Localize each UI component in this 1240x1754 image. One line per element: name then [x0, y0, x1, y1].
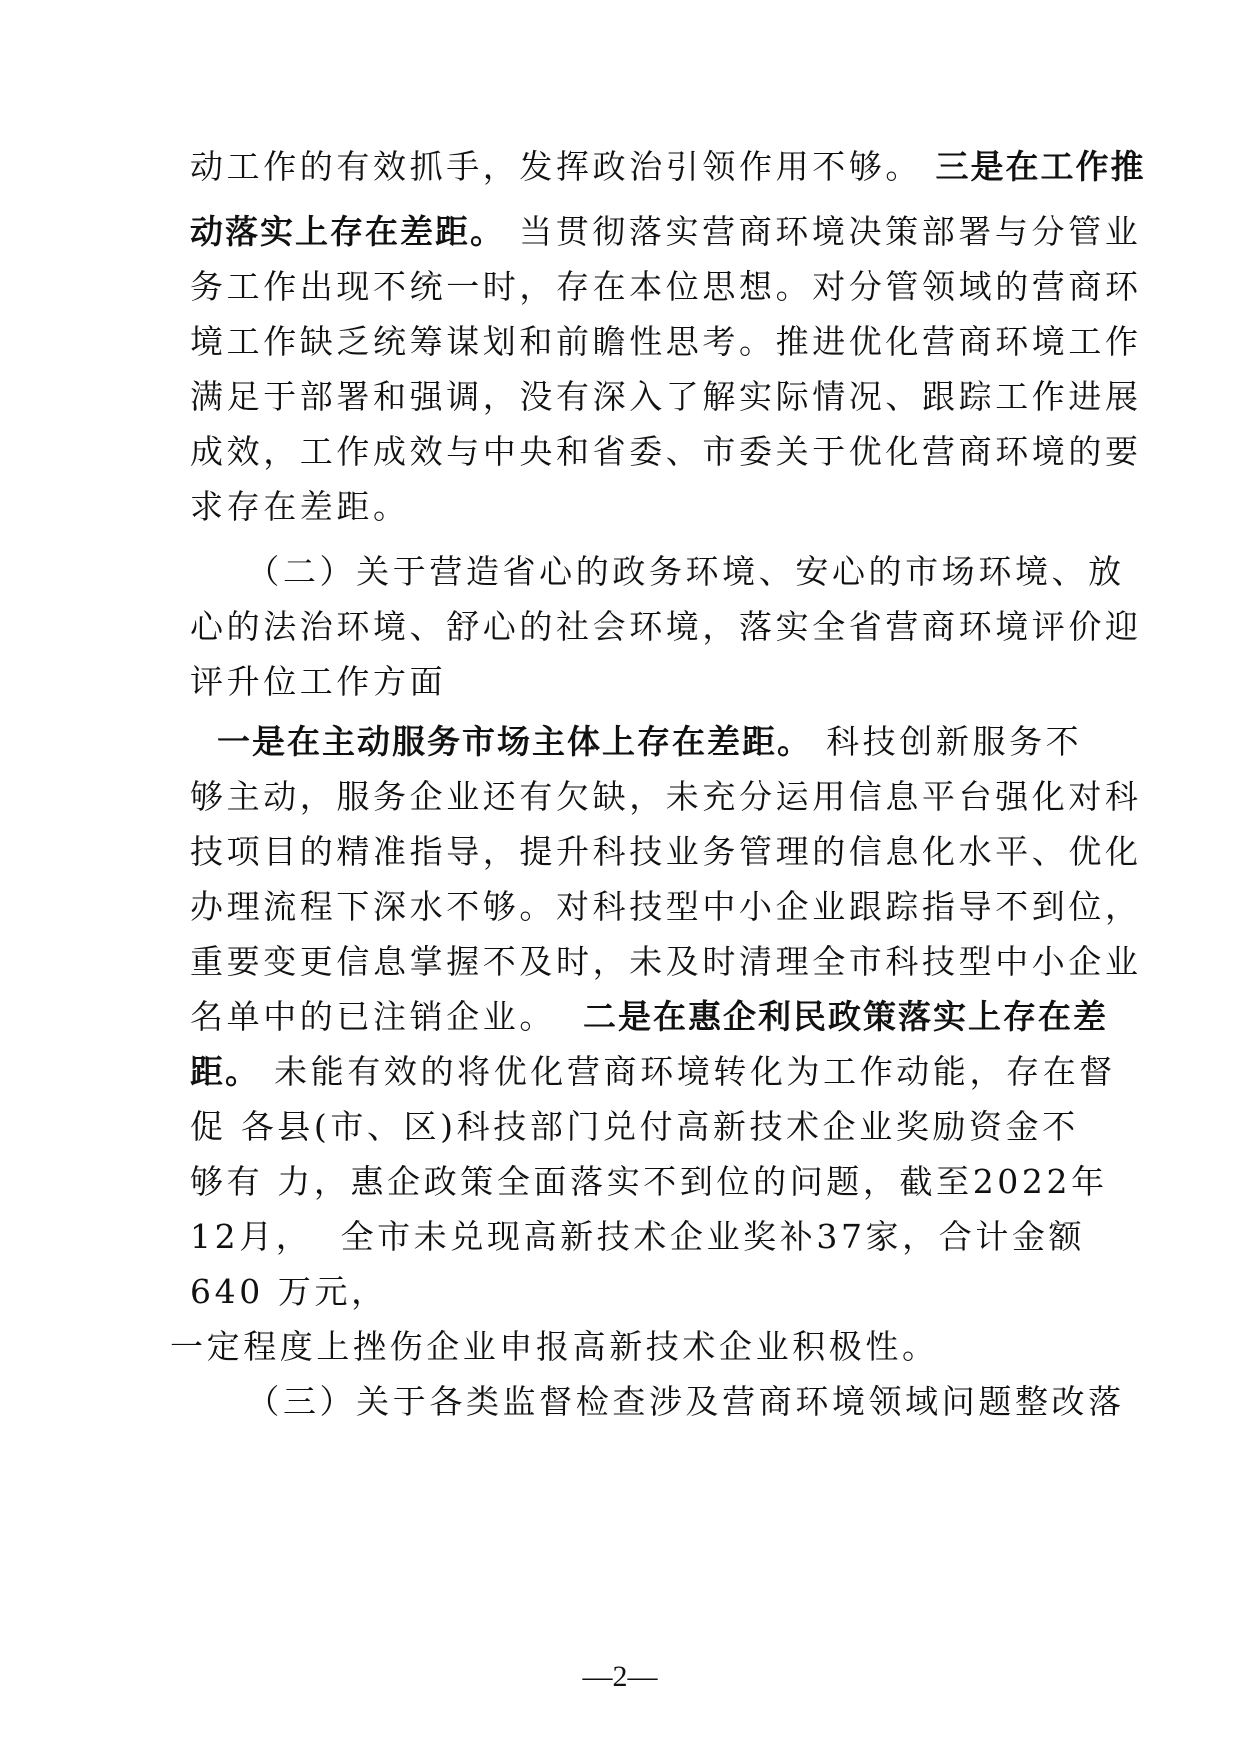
text-line	[190, 1105, 1079, 1149]
paragraph-text: 办理流程下深水不够。对科技型中小企业跟踪指导不到位，	[190, 887, 1142, 926]
paragraph-text: 促 各县(市、区)科技部门兑付高新技术企业奖励资金不	[190, 1107, 1079, 1146]
bold-heading-text: 二是在惠企利民政策落实上存在差	[556, 997, 1108, 1036]
paragraph-text: 一定程度上挫伤企业申报高新技术企业积极性。	[170, 1327, 939, 1366]
text-line	[190, 550, 1125, 594]
paragraph-text: 境工作缺乏统筹谋划和前瞻性思考。推进优化营商环境工作	[190, 322, 1142, 361]
paragraph-text: 够主动，服务企业还有欠缺，未充分运用信息平台强化对科	[190, 777, 1142, 816]
paragraph-text: 12月， 全市未兑现高新技术企业奖补37家，合计金额	[190, 1217, 1086, 1256]
paragraph-text: 当贯彻落实营商环境决策部署与分管业	[505, 212, 1142, 251]
text-line	[190, 320, 1142, 364]
text-line	[190, 995, 1108, 1039]
bold-heading-text: 动落实上存在差距。	[190, 212, 505, 251]
text-line	[190, 775, 1142, 819]
paragraph-text: （二）关于营造省心的政务环境、安心的市场环境、放	[190, 552, 1125, 591]
bold-heading-text: 三是在工作推	[922, 147, 1146, 186]
paragraph-text: 未能有效的将优化营商环境转化为工作动能，存在督	[260, 1052, 1116, 1091]
text-line	[190, 885, 1142, 929]
text-line	[190, 605, 1142, 649]
text-line	[190, 210, 1141, 254]
text-line	[190, 1380, 1125, 1424]
paragraph-text: 成效，工作成效与中央和省委、市委关于优化营商环境的要	[190, 432, 1142, 471]
paragraph-text: 重要变更信息掌握不及时，未及时清理全市科技型中小企业	[190, 942, 1142, 981]
paragraph-text: 满足于部署和强调，没有深入了解实际情况、跟踪工作进展	[190, 377, 1142, 416]
paragraph-text: （三）关于各类监督检查涉及营商环境领域问题整改落	[190, 1382, 1125, 1421]
paragraph-text: 科技创新服务不	[811, 722, 1083, 761]
text-line	[190, 1050, 1116, 1094]
text-line	[190, 485, 410, 529]
paragraph-text: 求存在差距。	[190, 487, 410, 526]
paragraph-text: 名单中的已注销企业。	[190, 997, 556, 1036]
text-line	[190, 1270, 388, 1314]
text-line	[170, 1325, 939, 1369]
text-line	[190, 375, 1142, 419]
paragraph-text: 640 万元，	[190, 1272, 388, 1311]
text-line	[190, 720, 1082, 764]
paragraph-text: 评升位工作方面	[190, 662, 447, 701]
page-number: —2—	[582, 1660, 658, 1693]
text-line	[190, 940, 1142, 984]
paragraph-text: 动工作的有效抓手，发挥政治引领作用不够。	[190, 147, 922, 186]
paragraph-text: 心的法治环境、舒心的社会环境，落实全省营商环境评价迎	[190, 607, 1142, 646]
paragraph-text: 技项目的精准指导，提升科技业务管理的信息化水平、优化	[190, 832, 1142, 871]
text-line	[190, 660, 446, 704]
text-line	[190, 265, 1142, 309]
paragraph-text: 够有 力，惠企政策全面落实不到位的问题，截至2022年	[190, 1162, 1108, 1201]
text-line	[190, 830, 1142, 874]
bold-heading-text: 距。	[190, 1052, 260, 1091]
bold-heading-text: 一是在主动服务市场主体上存在差距。	[190, 722, 812, 761]
text-line	[190, 430, 1142, 474]
paragraph-text: 务工作出现不统一时，存在本位思想。对分管领域的营商环	[190, 267, 1142, 306]
text-line	[190, 1215, 1085, 1259]
text-line	[190, 1160, 1108, 1204]
text-line	[190, 145, 1146, 189]
